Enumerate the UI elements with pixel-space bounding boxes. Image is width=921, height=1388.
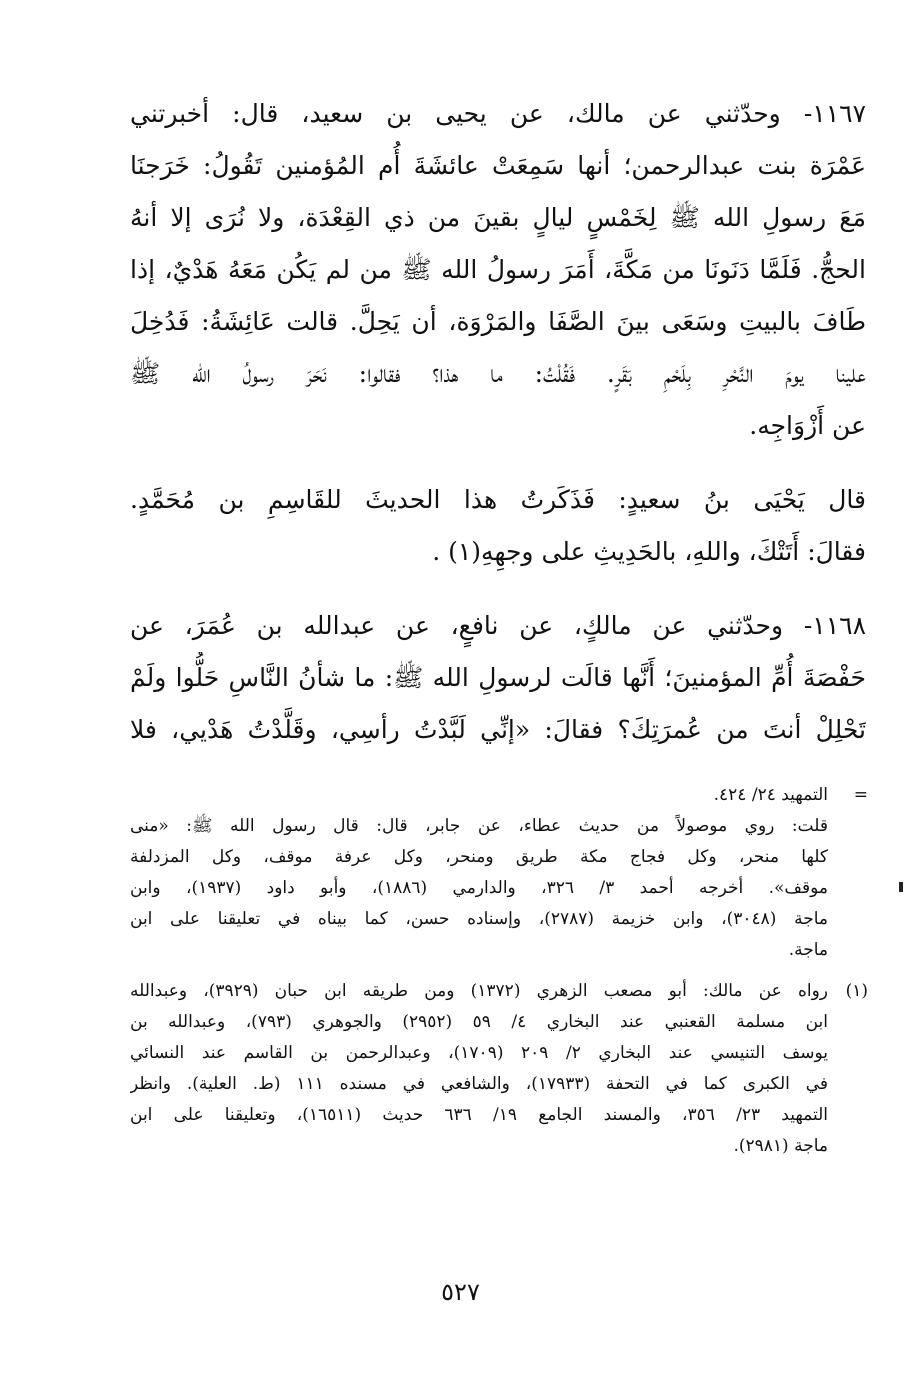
- footnote-number: (١): [845, 981, 868, 1001]
- footnote-line: في الكبرى كما في التحفة (١٧٩٣٣)، والشافعي في مسنده ١١١ (ط. العلية). وانظر: [130, 1074, 828, 1094]
- text-line: قال يَحْيَى بنُ سعيدٍ: فَذَكَرتُ هذا الحديثَ للقَاسِمِ بن مُحَمَّدٍ.: [130, 485, 866, 514]
- continuation-marker: =: [853, 785, 868, 805]
- footnote-line: كلها منحر، وكل فجاج مكة طريق ومنحر، وكل عرفة موقف، وكل المزدلفة: [130, 847, 828, 867]
- main-text: [130, 88, 866, 756]
- paragraph-yahya-comment: [130, 474, 866, 578]
- footnote-line: رواه عن مالك: أبو مصعب الزهري (١٣٧٢) ومن طريقه ابن حبان (٣٩٢٩)، وعبدالله: [130, 981, 828, 1001]
- page-number: ٥٢٧: [441, 1278, 480, 1306]
- text-line: ١١٦٧- وحدّثني عن مالك، عن يحيى بن سعيد، قال: أخبرتني: [130, 99, 866, 128]
- text-line: ١١٦٨- وحدّثني عن مالكٍ، عن نافعٍ، عن عبدالله بن عُمَرَ، عن: [130, 611, 866, 640]
- text-line: علينا يومَ النَّحْرِ بِلَحْمِ بَقَرٍ. فَقُلْتُ: ما هذا؟ فقالوا: نَحَرَ رسولُ الله ﷺ: [130, 359, 866, 388]
- footnote-line: يوسف التنيسي عند البخاري ٢/ ٢٠٩ (١٧٠٩)، وعبدالرحمن بن القاسم عند النسائي: [130, 1043, 828, 1063]
- footnote-line: ابن مسلمة القعنبي عند البخاري ٤/ ٥٩ (٢٩٥٢) والجوهري (٧٩٣)، وعبدالله بن: [130, 1012, 828, 1032]
- footnote-line: التمهيد ٢٤/ ٤٢٤.: [713, 785, 828, 805]
- footnote-1: [130, 976, 866, 1162]
- text-line: عن أَزْوَاجِه.: [749, 411, 866, 440]
- paragraph-hadith-1167: [130, 88, 866, 452]
- text-line: عَمْرَة بنت عبدالرحمن؛ أنها سَمِعَتْ عائشَةَ أُم المُؤمنين تَقُولُ: خَرَجنَا: [130, 151, 866, 180]
- footnote-line: ماجة (٢٩٨١).: [733, 1136, 828, 1156]
- paragraph-hadith-1168: [130, 600, 866, 756]
- footnote-line: ماجة.: [788, 940, 828, 960]
- footnote-line: قلت: روي موصولاً من حديث عطاء، عن جابر، قال: قال رسول الله ﷺ: «منى: [130, 816, 828, 836]
- footnote-line: ماجة (٣٠٤٨)، وابن خزيمة (٢٧٨٧)، وإسناده حسن، كما بيناه في تعليقنا على ابن: [130, 909, 828, 929]
- edge-mark: [899, 882, 903, 892]
- footnote-line: موقف». أخرجه أحمد ٣/ ٣٢٦، والدارمي (١٨٨٦)، وأبو داود (١٩٣٧)، وابن: [130, 878, 828, 898]
- text-line: حَفْصَةَ أُمِّ المؤمنينَ؛ أَنَّها قالَت لرسولِ الله ﷺ: ما شأنُ النَّاسِ حَلُّوا ولَمْ: [130, 663, 866, 692]
- footnotes: [130, 780, 866, 1162]
- text-line: مَعَ رسولِ الله ﷺ لِخَمْسٍ ليالٍ بقينَ من ذي القِعْدَة، ولا نُرَى إلا أنهُ: [130, 203, 866, 232]
- footnote-continuation: [130, 780, 866, 966]
- text-line: طَافَ بالبيتِ وسَعَى بينَ الصَّفَا والمَرْوَة، أن يَحِلَّ. قالت عَائِشَةُ: فَدُخِلَ: [130, 307, 866, 336]
- text-line: الحجُّ. فَلَمَّا دَنَونَا من مَكَّةَ، أَمَرَ رسولُ الله ﷺ من لم يَكُن مَعَهُ هَدْيٌ، إذا: [130, 255, 866, 284]
- text-line: تَحْلِلْ أنتَ من عُمرَتِكَ؟ فقالَ: «إنِّي لَبَّدْتُ رأسِي، وقَلَّدْتُ هَدْيي، فلا: [130, 715, 866, 744]
- footnote-line: التمهيد ٢٣/ ٣٥٦، والمسند الجامع ١٩/ ٦٣٦ حديث (١٦٥١١)، وتعليقنا على ابن: [130, 1105, 828, 1125]
- text-line: فقالَ: أَتَتْكَ، واللهِ، بالحَدِيثِ على وجهِهِ(١) .: [432, 537, 866, 566]
